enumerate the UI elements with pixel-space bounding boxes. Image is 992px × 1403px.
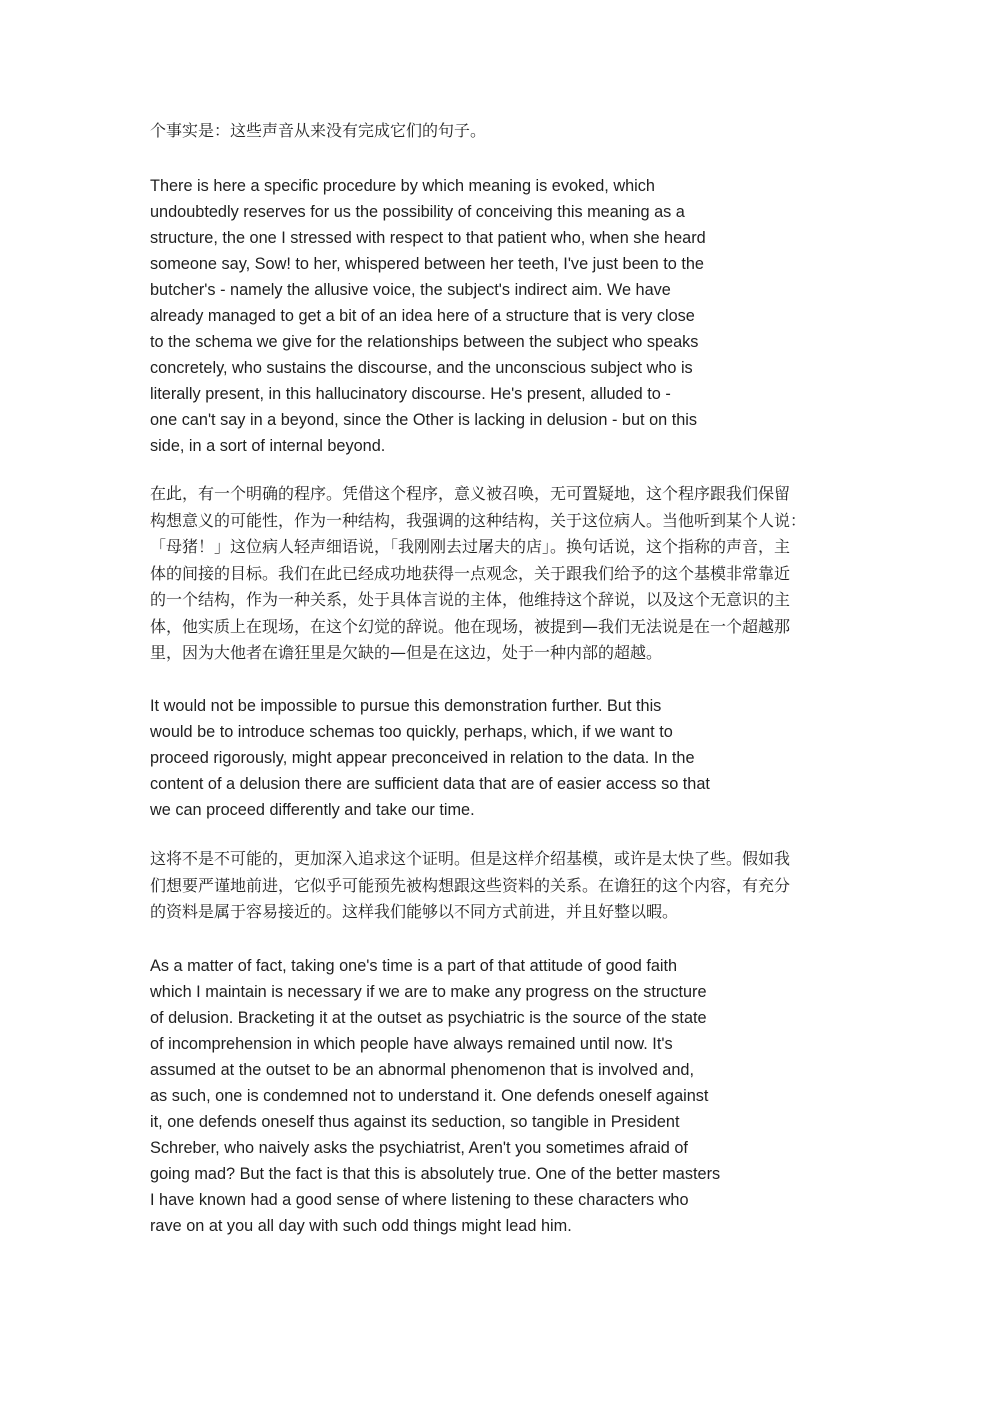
text-line: proceed rigorously, might appear preconceived in relation to the data. In the <box>150 749 695 767</box>
text-line: rave on at you all day with such odd things might lead him. <box>150 1217 572 1235</box>
text-line: to the schema we give for the relationships between the subject who speaks <box>150 333 699 351</box>
text-line: one can't say in a beyond, since the Other is lacking in delusion - but on this <box>150 411 698 429</box>
text-line: already managed to get a bit of an idea here of a structure that is very close <box>150 307 695 325</box>
text-line: butcher's - namely the allusive voice, the subject's indirect aim. We have <box>150 281 671 299</box>
text-line: of incomprehension in which people have always remained until now. It's <box>150 1035 673 1053</box>
text-line: 「母猪！」这位病人轻声细语说，「我刚刚去过屠夫的店」。换句话说，这个指称的声音，主 <box>150 537 791 556</box>
text-line: 的一个结构，作为一种关系，处于具体言说的主体，他维持这个辞说，以及这个无意识的主 <box>150 590 791 609</box>
paragraph-en-1 <box>150 173 706 459</box>
text-line: Schreber, who naively asks the psychiatrist, Aren't you sometimes afraid of <box>150 1139 688 1157</box>
text-line: content of a delusion there are sufficient data that are of easier access so that <box>150 775 710 793</box>
text-line: someone say, Sow! to her, whispered between her teeth, I've just been to the <box>150 255 704 273</box>
text-line: 们想要严谨地前进，它似乎可能预先被构想跟这些资料的关系。在谵狂的这个内容，有充分 <box>150 875 791 895</box>
text-line: 里，因为大他者在谵狂里是欠缺的—但是在这边，处于一种内部的超越。 <box>150 643 663 662</box>
text-line: concretely, who sustains the discourse, and the unconscious subject who is <box>150 359 693 377</box>
text-line: it, one defends oneself thus against its seduction, so tangible in President <box>150 1113 680 1131</box>
text-line: 体，他实质上在现场，在这个幻觉的辞说。他在现场，被提到—我们无法说是在一个超越那 <box>150 616 791 636</box>
text-line: There is here a specific procedure by which meaning is evoked, which <box>150 177 655 195</box>
text-line: structure, the one I stressed with respect to that patient who, when she heard <box>150 229 706 247</box>
text-line: 这将不是不可能的，更加深入追求这个证明。但是这样介绍基模，或许是太快了些。假如我 <box>150 849 791 868</box>
text-line: undoubtedly reserves for us the possibility of conceiving this meaning as a <box>150 203 685 221</box>
text-line: going mad? But the fact is that this is absolutely true. One of the better masters <box>150 1165 721 1183</box>
paragraph-en-3 <box>150 953 720 1239</box>
text-line: we can proceed differently and take our time. <box>150 801 475 819</box>
text-line: of delusion. Bracketing it at the outset as psychiatric is the source of the state <box>150 1009 707 1027</box>
text-line: I have known had a good sense of where listening to these characters who <box>150 1191 689 1209</box>
paragraph-zh-2 <box>150 481 806 667</box>
text-line: 个事实是：这些声音从来没有完成它们的句子。 <box>150 121 487 140</box>
text-line: As a matter of fact, taking one's time is a part of that attitude of good faith <box>150 957 678 975</box>
text-line: as such, one is condemned not to understand it. One defends oneself against <box>150 1087 709 1105</box>
text-line: 体的间接的目标。我们在此已经成功地获得一点观念，关于跟我们给予的这个基模非常靠近 <box>150 563 791 583</box>
text-line: literally present, in this hallucinatory discourse. He's present, alluded to - <box>150 385 671 403</box>
text-line: assumed at the outset to be an abnormal phenomenon that is involved and, <box>150 1061 694 1079</box>
text-line: 构想意义的可能性，作为一种结构，我强调的这种结构，关于这位病人。当他听到某个人说： <box>150 510 807 530</box>
text-line: 的资料是属于容易接近的。这样我们能够以不同方式前进，并且好整以暇。 <box>150 902 679 921</box>
text-line: side, in a sort of internal beyond. <box>150 437 386 455</box>
text-line: would be to introduce schemas too quickly, perhaps, which, if we want to <box>150 723 673 741</box>
paragraph-zh-1 <box>150 118 486 145</box>
paragraph-en-2 <box>150 693 710 823</box>
text-line: which I maintain is necessary if we are to make any progress on the structure <box>150 983 707 1001</box>
text-line: 在此，有一个明确的程序。凭借这个程序，意义被召唤，无可置疑地，这个程序跟我们保留 <box>150 484 791 503</box>
text-line: It would not be impossible to pursue this demonstration further. But this <box>150 697 662 715</box>
paragraph-zh-3 <box>150 846 790 926</box>
